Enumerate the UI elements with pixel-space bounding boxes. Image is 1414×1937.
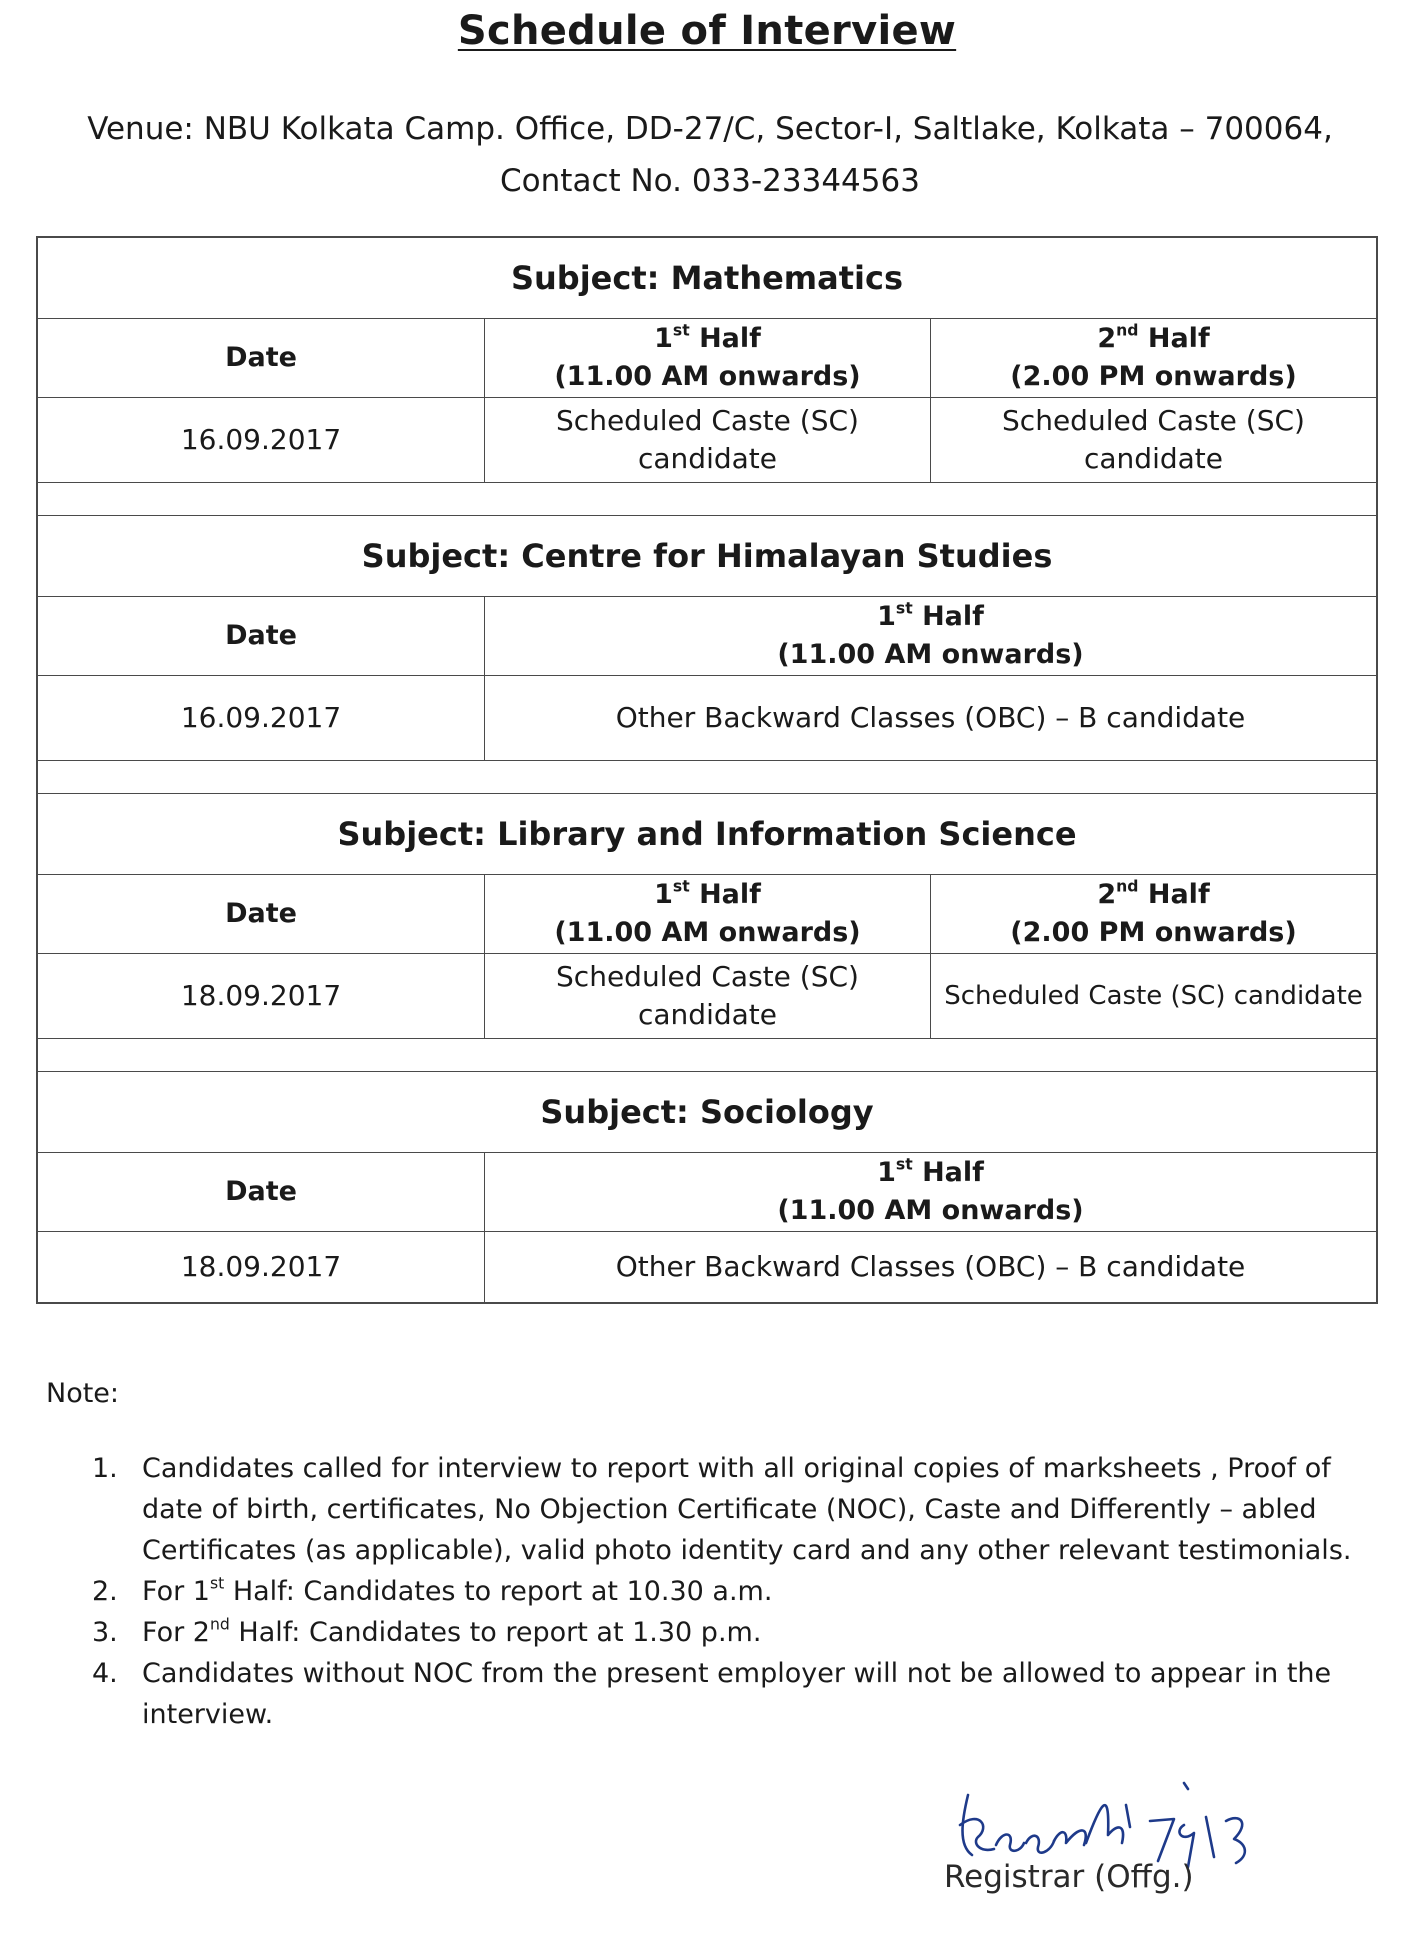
- first-half-header: 1st Half (11.00 AM onwards): [484, 1153, 1376, 1231]
- section-subject: Subject: Mathematics: [510, 259, 904, 297]
- first-half-cell: Scheduled Caste (SC) candidate: [484, 398, 930, 482]
- contact-line: Contact No. 033-23344563: [500, 163, 920, 199]
- section-sociology: [38, 1072, 1376, 1302]
- date-cell: 16.09.2017: [180, 423, 342, 456]
- header-row: [38, 874, 1376, 953]
- table-row: [38, 675, 1376, 760]
- second-half-cell: Scheduled Caste (SC) candidate: [930, 954, 1376, 1038]
- table-row: [38, 1231, 1376, 1302]
- list-number: 3.: [92, 1617, 118, 1648]
- list-item: [92, 1653, 1362, 1735]
- first-half-header: 1st Half (11.00 AM onwards): [484, 597, 1376, 675]
- second-half-header: 2nd Half (2.00 PM onwards): [930, 875, 1376, 953]
- second-half-cell: Scheduled Caste (SC) candidate: [930, 398, 1376, 482]
- table-row: [38, 953, 1376, 1038]
- first-half-cell: Scheduled Caste (SC) candidate: [484, 954, 930, 1038]
- section-divider: [38, 760, 1376, 794]
- section-subject: Subject: Centre for Himalayan Studies: [361, 537, 1053, 575]
- notes-list: [92, 1448, 1362, 1735]
- date-cell: 18.09.2017: [180, 1250, 342, 1283]
- section-divider: [38, 482, 1376, 516]
- registrar-signatory: Registrar (Offg.): [944, 1859, 1194, 1895]
- first-half-header: 1st Half (11.00 AM onwards): [484, 319, 930, 397]
- interview-schedule-table: [36, 236, 1378, 1304]
- note-label: Note:: [46, 1378, 120, 1409]
- page-title: Schedule of Interview: [457, 8, 957, 54]
- section-divider: [38, 1038, 1376, 1072]
- first-half-cell: Other Backward Classes (OBC) – B candidate: [484, 1232, 1376, 1302]
- note-text: Candidates called for interview to report with all original copies of marksheets , Proof of date of birth, certificates, No Objection Certificate (NOC), Caste and Differently – abled Certificates (as applicable), valid photo identity card and any other relevant testimonials.: [142, 1453, 1352, 1566]
- header-row: [38, 318, 1376, 397]
- first-half-cell: Other Backward Classes (OBC) – B candidate: [484, 676, 1376, 760]
- list-number: 4.: [92, 1658, 118, 1689]
- second-half-header: 2nd Half (2.00 PM onwards): [930, 319, 1376, 397]
- section-library-science: [38, 794, 1376, 1038]
- date-header: Date: [225, 898, 297, 929]
- date-cell: 16.09.2017: [180, 701, 342, 734]
- section-subject: Subject: Sociology: [540, 1093, 874, 1131]
- list-item: [92, 1612, 1362, 1653]
- first-half-header: 1st Half (11.00 AM onwards): [484, 875, 930, 953]
- note-text: For 2nd Half: Candidates to report at 1.30 p.m.: [142, 1614, 762, 1648]
- header-row: [38, 596, 1376, 675]
- date-cell: 18.09.2017: [180, 979, 342, 1012]
- section-subject: Subject: Library and Information Science: [337, 815, 1077, 853]
- note-text: Candidates without NOC from the present employer will not be allowed to appear in the interview.: [142, 1658, 1332, 1730]
- date-header: Date: [225, 620, 297, 651]
- section-himalayan-studies: [38, 516, 1376, 760]
- table-row: [38, 397, 1376, 482]
- list-number: 1.: [92, 1453, 118, 1484]
- list-number: 2.: [92, 1576, 118, 1607]
- list-item: [92, 1571, 1362, 1612]
- date-header: Date: [225, 1176, 297, 1207]
- header-row: [38, 1152, 1376, 1231]
- note-text: For 1st Half: Candidates to report at 10.30 a.m.: [142, 1573, 773, 1607]
- list-item: [92, 1448, 1362, 1571]
- section-mathematics: [38, 238, 1376, 482]
- date-header: Date: [225, 342, 297, 373]
- venue-line: Venue: NBU Kolkata Camp. Office, DD-27/C, Sector-I, Saltlake, Kolkata – 700064,: [87, 111, 1333, 147]
- venue-block: [40, 103, 1380, 207]
